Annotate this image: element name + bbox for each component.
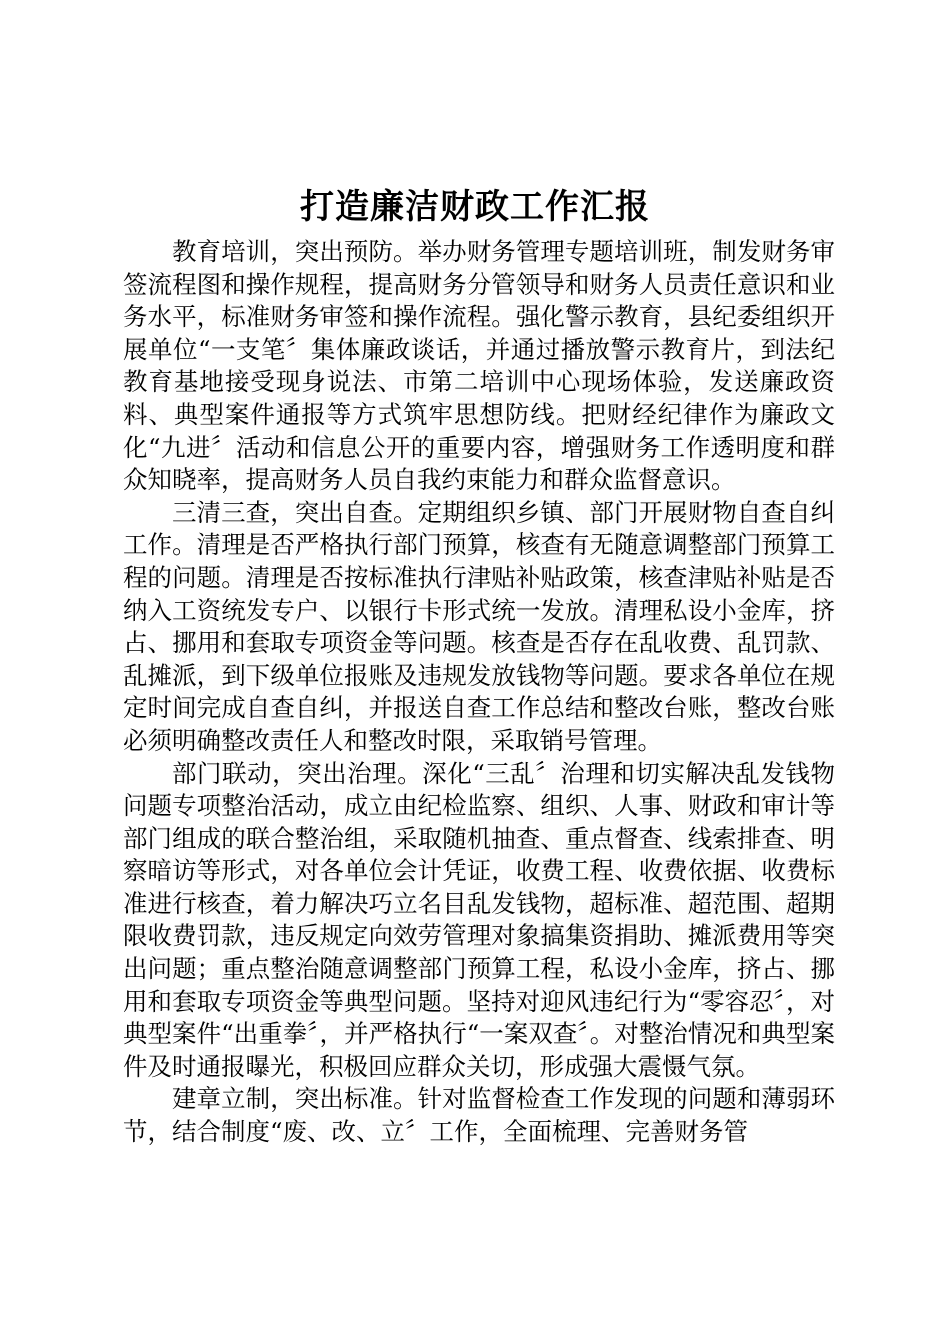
paragraph-self-inspection: 三清三查，突出自查。定期组织乡镇、部门开展财物自查自纠工作。清理是否严格执行部门预算，核查有无随意调整部门预算工程的问题。清理是否按标准执行津贴补贴政策，核查津贴补贴是否纳入工资统发专户、以银行卡形式统一发放。清理私设小金库，挤占、挪用和套取专项资金等问题。核查是否存在乱收费、乱罚款、乱摊派，到下级单位报账及违规发放钱物等问题。要求各单位在规定时间完成自查自纠，并报送自查工作总结和整改台账，整改台账必须明确整改责任人和整改时限，采取销号管理。	[123, 497, 835, 755]
document-title: 打造廉洁财政工作汇报	[300, 187, 650, 227]
paragraph-education-training: 教育培训，突出预防。举办财务管理专题培训班，制发财务审签流程图和操作规程，提高财务分管领导和财务人员责任意识和业务水平，标准财务审签和操作流程。强化警示教育，县纪委组织开展单位“一支笔〞集体廉政谈话，并通过播放警示教育片，到法纪教育基地接受现身说法、市第二培训中心现场体验，发送廉政资料、典型案件通报等方式筑牢思想防线。把财经纪律作为廉政文化“九进〞活动和信息公开的重要内容，增强财务工作透明度和群众知晓率，提高财务人员自我约束能力和群众监督意识。	[123, 237, 835, 495]
document-body	[123, 236, 835, 1149]
paragraph-rules-standards: 建章立制，突出标准。针对监督检查工作发现的问题和薄弱环节，结合制度“废、改、立〞工作，全面梳理、完善财务管	[123, 1084, 835, 1147]
paragraph-department-linkage: 部门联动，突出治理。深化“三乱〞治理和切实解决乱发钱物问题专项整治活动，成立由纪检监察、组织、人事、财政和审计等部门组成的联合整治组，采取随机抽查、重点督查、线索排查、明察暗访等形式，对各单位会计凭证，收费工程、收费依据、收费标准进行核查，着力解决巧立名目乱发钱物，超标准、超范围、超期限收费罚款，违反规定向效劳管理对象搞集资捐助、摊派费用等突出问题；重点整治随意调整部门预算工程，私设小金库，挤占、挪用和套取专项资金等典型问题。坚持对迎风违纪行为“零容忍〞，对典型案件“出重拳〞，并严格执行“一案双查〞。对整治情况和典型案件及时通报曝光，积极回应群众关切，形成强大震慑气氛。	[123, 758, 835, 1081]
